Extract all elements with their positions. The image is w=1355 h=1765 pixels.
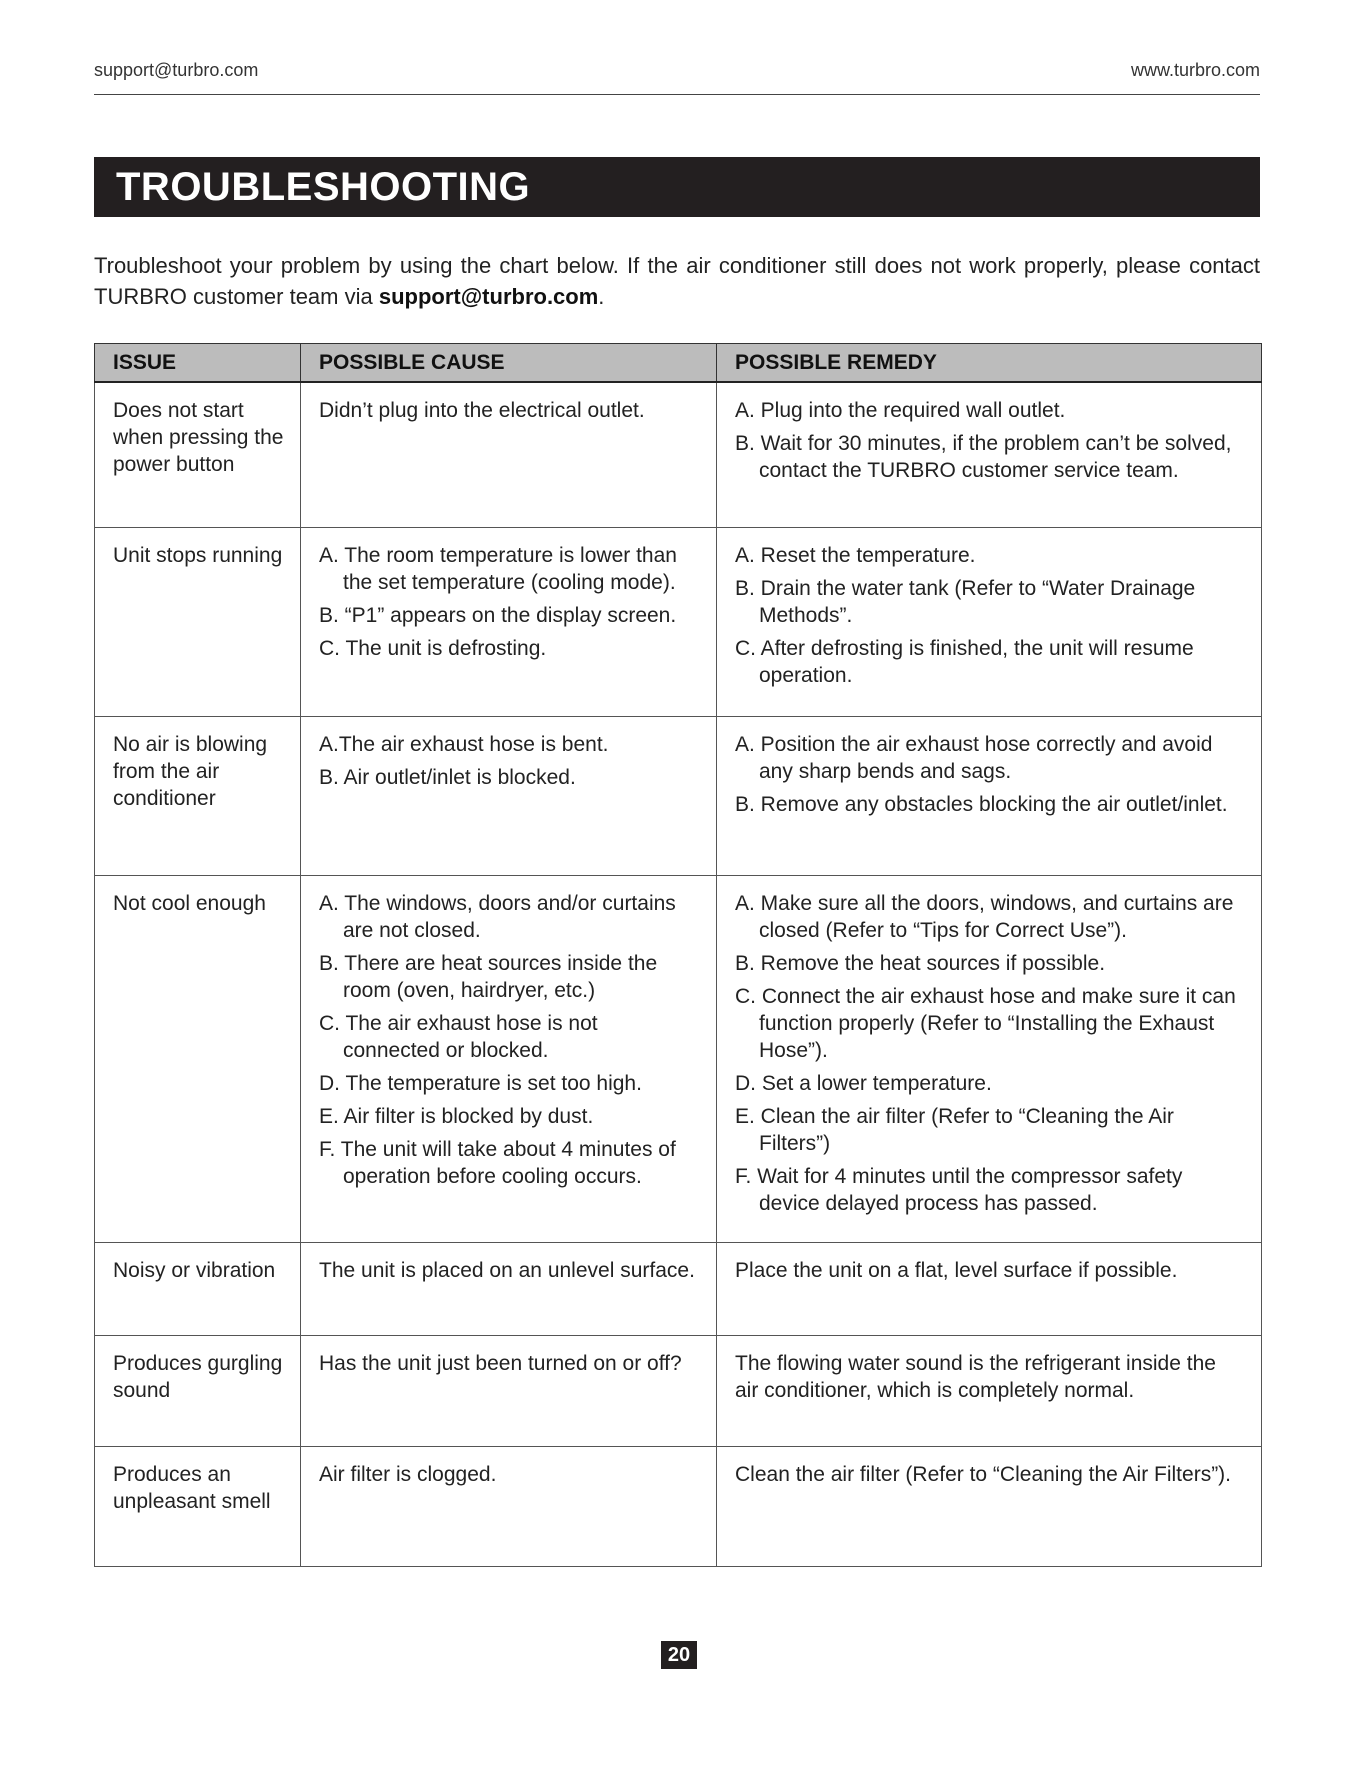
remedy-item: D. Set a lower temperature.	[735, 1071, 992, 1095]
remedy-cell	[717, 382, 1262, 527]
cause-item: C. The air exhaust hose is not connected or blocked.	[319, 1011, 598, 1062]
remedy-item: B. Drain the water tank (Refer to “Water Drainage Methods”.	[735, 576, 1196, 627]
cause-cell	[301, 1446, 717, 1566]
remedy-item: B. Remove any obstacles blocking the air outlet/inlet.	[735, 792, 1228, 816]
remedy-cell	[717, 1335, 1262, 1446]
table-row	[95, 875, 1262, 1242]
remedy-item: B. Wait for 30 minutes, if the problem can’t be solved, contact the TURBRO customer service team.	[735, 432, 1232, 482]
table-row	[95, 1335, 1262, 1446]
remedy-item: E. Clean the air filter (Refer to “Cleaning the Air Filters”)	[735, 1104, 1174, 1155]
page-header	[94, 60, 1260, 95]
header-cause: POSSIBLE CAUSE	[301, 344, 717, 383]
cause-item: A. The room temperature is lower than the set temperature (cooling mode).	[319, 543, 677, 594]
remedy-cell	[717, 1242, 1262, 1335]
cause-item: A. The windows, doors and/or curtains are not closed.	[319, 891, 676, 942]
cause-item: The unit is placed on an unlevel surface.	[319, 1258, 695, 1282]
cause-cell	[301, 1242, 717, 1335]
cause-item: A.The air exhaust hose is bent.	[319, 732, 609, 756]
remedy-cell	[717, 716, 1262, 875]
header-issue: ISSUE	[95, 344, 301, 383]
table-row	[95, 1242, 1262, 1335]
remedy-item: C. After defrosting is finished, the unit will resume operation.	[735, 636, 1194, 687]
intro-paragraph	[94, 250, 1260, 312]
issue-cell: Noisy or vibration	[95, 1242, 301, 1335]
header-website: www.turbro.com	[1130, 60, 1260, 80]
remedy-item: Place the unit on a flat, level surface if possible.	[735, 1258, 1178, 1282]
table-header-row	[95, 344, 1262, 383]
issue-cell: Unit stops running	[95, 527, 301, 716]
issue-cell: Not cool enough	[95, 875, 301, 1242]
remedy-item: A. Plug into the required wall outlet.	[735, 399, 1066, 422]
remedy-cell	[717, 1446, 1262, 1566]
intro-suffix: .	[598, 284, 605, 309]
remedy-item: C. Connect the air exhaust hose and make sure it can function properly (Refer to “Installing the Exhaust Hose”).	[735, 984, 1236, 1062]
remedy-item: F. Wait for 4 minutes until the compressor safety device delayed process has passed.	[735, 1164, 1183, 1215]
header-remedy: POSSIBLE REMEDY	[717, 344, 1262, 383]
issue-cell: Produces an unpleasant smell	[95, 1446, 301, 1566]
cause-cell	[301, 382, 717, 527]
cause-item: Didn’t plug into the electrical outlet.	[319, 399, 645, 422]
cause-item: D. The temperature is set too high.	[319, 1071, 642, 1095]
issue-cell: Does not start when pressing the power button	[95, 382, 301, 527]
cause-cell	[301, 716, 717, 875]
intro-email: support@turbro.com	[378, 284, 599, 309]
cause-cell	[301, 1335, 717, 1446]
section-title-bar	[94, 157, 1260, 217]
table-row	[95, 527, 1262, 716]
cause-item: Air filter is clogged.	[319, 1462, 497, 1486]
remedy-item: A. Make sure all the doors, windows, and curtains are closed (Refer to “Tips for Correct Use”).	[735, 891, 1234, 942]
cause-item: E. Air filter is blocked by dust.	[319, 1104, 594, 1128]
table-row	[95, 716, 1262, 875]
cause-item: F. The unit will take about 4 minutes of operation before cooling occurs.	[319, 1137, 676, 1188]
table-row	[95, 1446, 1262, 1566]
cause-item: B. “P1” appears on the display screen.	[319, 603, 677, 627]
header-email: support@turbro.com	[94, 60, 259, 80]
remedy-item: B. Remove the heat sources if possible.	[735, 951, 1106, 975]
cause-item: B. Air outlet/inlet is blocked.	[319, 765, 576, 789]
cause-item: C. The unit is defrosting.	[319, 636, 547, 660]
page-number: 20	[661, 1641, 697, 1669]
cause-item: Has the unit just been turned on or off?	[319, 1351, 682, 1375]
remedy-item: A. Reset the temperature.	[735, 543, 976, 567]
troubleshooting-table	[94, 343, 1262, 1567]
remedy-item: A. Position the air exhaust hose correctly and avoid any sharp bends and sags.	[735, 732, 1213, 783]
intro-text: Troubleshoot your problem by using the chart below. If the air conditioner still does not work properly, please contact TURBRO customer team via	[94, 253, 1260, 309]
remedy-cell	[717, 875, 1262, 1242]
issue-cell: No air is blowing from the air conditioner	[95, 716, 301, 875]
page-title: TROUBLESHOOTING	[116, 164, 531, 209]
remedy-item: Clean the air filter (Refer to “Cleaning the Air Filters”).	[735, 1462, 1232, 1486]
remedy-item: The flowing water sound is the refrigerant inside the air conditioner, which is completely normal.	[735, 1351, 1216, 1402]
cause-cell	[301, 875, 717, 1242]
remedy-cell	[717, 527, 1262, 716]
issue-cell: Produces gurgling sound	[95, 1335, 301, 1446]
table-row	[95, 382, 1262, 527]
cause-item: B. There are heat sources inside the room (oven, hairdryer, etc.)	[319, 951, 658, 1002]
cause-cell	[301, 527, 717, 716]
